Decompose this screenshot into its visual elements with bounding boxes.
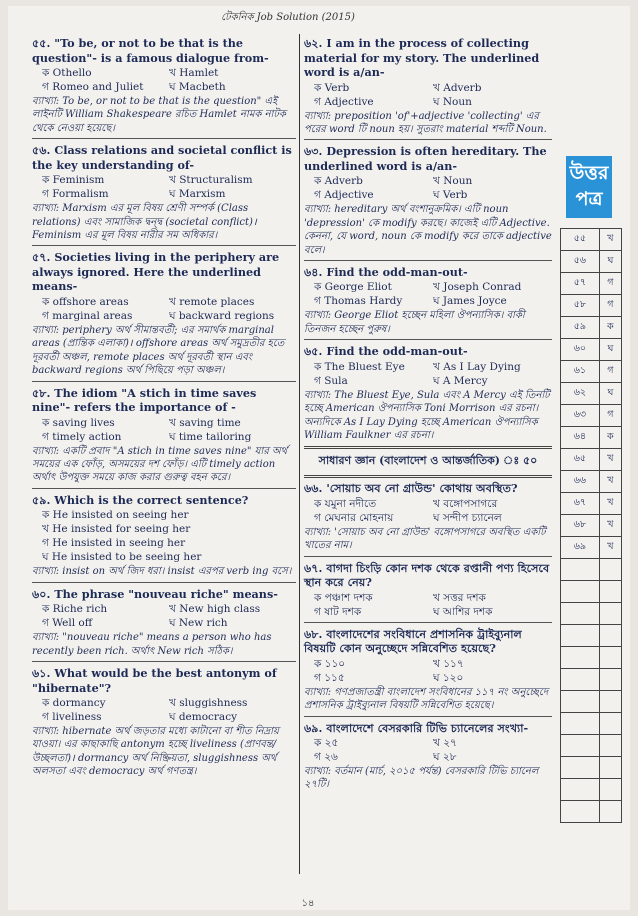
answer-option: [599, 713, 621, 735]
option: খ বঙ্গোপসাগরে: [433, 497, 498, 510]
answer-row: [561, 603, 622, 625]
answer-option: [599, 625, 621, 647]
answer-number: [561, 603, 600, 625]
answer-number: ৬৭: [561, 493, 600, 515]
option: গ ষাট দশক: [314, 605, 362, 618]
answer-number: [561, 691, 600, 713]
answer-option: গ: [599, 405, 621, 427]
answer-row: [561, 669, 622, 691]
answer-number: ৫৭: [561, 273, 600, 295]
option: ক ২৫: [314, 737, 339, 749]
option: ঘ Noun: [433, 95, 472, 108]
option: খ saving time: [169, 416, 241, 429]
answer-table: [560, 228, 622, 823]
answer-number: [561, 801, 600, 823]
question-56: [32, 143, 296, 242]
answer-number: ৫৯: [561, 317, 600, 339]
divider: [32, 488, 296, 489]
explanation: ব্যাখ্যা: preposition 'of'+adjective 'collecting' এর পরের word টি noun হয়। সুতরাং material শব্দটি Noun.: [304, 110, 547, 135]
page-number: ১৪: [301, 898, 315, 909]
question-text: ৫৯. Which is the correct sentence?: [32, 492, 249, 507]
answer-option: [599, 735, 621, 757]
answer-row: [561, 317, 622, 339]
column-right: [304, 36, 552, 792]
option: খ New high class: [169, 603, 261, 616]
option: গ Sula: [314, 374, 348, 387]
answer-row: [561, 427, 622, 449]
answer-row: [561, 713, 622, 735]
answer-number: ৬৫: [561, 449, 600, 471]
option: খ ২৭: [433, 737, 457, 749]
answer-option: খ: [599, 449, 621, 471]
option: গ মেঘনার মোহনায়: [314, 511, 394, 524]
explanation: ব্যাখ্যা: "nouveau riche" means a person who has recently been rich. অর্থাৎ New rich সঠিক।: [32, 632, 272, 657]
option: গ Romeo and Juliet: [42, 81, 144, 93]
question-63: [304, 144, 552, 257]
answer-option: [599, 757, 621, 779]
question-text: ৬১. What would be the best antonym of "hibernate"?: [32, 666, 277, 695]
option: গ liveliness: [42, 711, 102, 723]
option: খ সত্তর দশক: [433, 591, 486, 604]
answer-row: [561, 251, 622, 273]
answer-row: [561, 779, 622, 801]
answer-number: ৬০: [561, 339, 600, 361]
option: খ Structuralism: [169, 174, 253, 187]
answer-number: [561, 757, 600, 779]
question-68: [304, 627, 552, 713]
option: ক Riche rich: [42, 603, 108, 616]
explanation: ব্যাখ্যা: periphery অর্থ সীমান্তবর্তী; এর সমার্থক marginal areas (প্রান্তিক এলাকা)। offshore areas অর্থ সমুদ্রতীর হতে দূরবর্তী অঞ্চল, remote places অর্থ দূরবর্তী স্থান এবং backward regions অর্থ পিছিয়ে পড়া অঞ্চল।: [32, 324, 285, 377]
question-66: [304, 481, 552, 552]
answer-number: [561, 779, 600, 801]
option: ঘ A Mercy: [433, 374, 488, 387]
answer-row: [561, 735, 622, 757]
explanation: ব্যাখ্যা: To be, or not to be that is the question" এই লাইনটি William Shakespeare রচিত Hamlet নামক নাটক থেকে নেওয়া হয়েছে।: [32, 96, 286, 134]
answer-option: ঘ: [599, 251, 621, 273]
answer-option: গ: [599, 295, 621, 317]
answer-row: [561, 295, 622, 317]
option: ঘ time tailoring: [169, 430, 252, 443]
answer-option: খ: [599, 471, 621, 493]
question-text: ৫৭. Societies living in the periphery are always ignored. Here the underlined means-: [32, 250, 280, 294]
answer-number: ৬৬: [561, 471, 600, 493]
question-text: ৬৮. বাংলাদেশের সংবিধানে প্রশাসনিক ট্রাইব্যুনাল বিষয়টি কোন অনুচ্ছেদে সন্নিবেশিত হয়েছে?: [304, 626, 522, 656]
explanation: ব্যাখ্যা: বর্তমান (মার্চ, ২০১৫ পর্যন্ত) বেসরকারি টিভি চ্যানেল ২৭টি।: [304, 766, 539, 791]
section-divider: [304, 475, 552, 478]
answer-option: খ: [599, 537, 621, 559]
option: গ ১১৫: [314, 671, 345, 684]
answer-option: [599, 779, 621, 801]
answer-row: [561, 405, 622, 427]
option: গ timely action: [42, 430, 122, 443]
answer-option: [599, 669, 621, 691]
question-text: ৬৭. বাগদা চিংড়ি কোন দশক থেকে রপ্তানী পণ্য হিসেবে স্থান করে নেয়?: [304, 560, 550, 590]
answer-number: ৬১: [561, 361, 600, 383]
answer-row: [561, 537, 622, 559]
question-text: ৫৮. The idiom "A stich in time saves nine"- refers the importance of -: [32, 385, 257, 415]
answer-option: [599, 581, 621, 603]
explanation: ব্যাখ্যা: গণপ্রজাতন্ত্রী বাংলাদেশ সংবিধানের ১১৭ নং অনুচ্ছেদে প্রশাসনিক ট্রাইব্যুনাল বিষয়টি সন্নিবেশিত হয়েছে।: [304, 686, 549, 712]
option: ঘ Verb: [433, 189, 468, 202]
answer-row: [561, 493, 622, 515]
option: ক George Eliot: [314, 281, 392, 294]
option: গ Adjective: [314, 189, 374, 202]
option: ঘ সন্দীপ চ্যানেল: [433, 511, 502, 524]
question-57: [32, 250, 296, 377]
section-title: সাধারণ জ্ঞান (বাংলাদেশ ও আন্তর্জাতিক) ঃ ৫০: [318, 454, 538, 468]
answer-number: [561, 713, 600, 735]
option: ঘ ১২০: [433, 671, 464, 684]
option: ঘ backward regions: [169, 309, 275, 322]
option: গ marginal areas: [42, 309, 133, 322]
question-69: [304, 721, 552, 792]
badge-line: উত্তর: [569, 162, 609, 184]
answer-option: ক: [599, 427, 621, 449]
question-text: ৬৯. বাংলাদেশে বেসরকারি টিভি চ্যানেলের সংখ্যা-: [304, 720, 529, 735]
answer-row: [561, 383, 622, 405]
answer-row: [561, 647, 622, 669]
answer-row: [561, 801, 622, 823]
option: গ Well off: [42, 617, 93, 630]
divider: [304, 716, 552, 717]
answer-number: [561, 625, 600, 647]
answer-number: [561, 559, 600, 581]
answer-number: ৬৯: [561, 537, 600, 559]
divider: [32, 582, 296, 583]
answer-option: ক: [599, 317, 621, 339]
answer-row: [561, 449, 622, 471]
question-text: ৬২. I am in the process of collecting material for my story. The underlined word is a/an-: [304, 36, 540, 79]
question-text: ৬৬. 'সোয়াচ অব নো গ্রাউন্ড' কোথায় অবস্থিত?: [304, 481, 518, 496]
divider: [304, 556, 552, 557]
answer-number: ৫৬: [561, 251, 600, 273]
option: খ ১১৭: [433, 657, 464, 670]
question-62: [304, 36, 552, 136]
answer-row: [561, 581, 622, 603]
answer-option: খ: [599, 515, 621, 537]
question-text: ৬৪. Find the odd-man-out-: [304, 264, 468, 279]
option: ঘ আশির দশক: [433, 605, 493, 618]
answer-number: [561, 669, 600, 691]
answer-row: [561, 757, 622, 779]
explanation: ব্যাখ্যা: hereditary অর্থ বংশানুক্রমিক। এটি noun 'depression' কে modify করছে। কাজেই এটি Adjective. কেননা, যে word, noun কে modify করে তাকে adjective বলে।: [304, 204, 552, 256]
option: ক Feminism: [42, 174, 105, 187]
option: ক offshore areas: [42, 295, 129, 308]
answer-option: ঘ: [599, 339, 621, 361]
answer-option: ঘ: [599, 383, 621, 405]
option: খ Noun: [433, 175, 473, 188]
question-text: ৬৩. Depression is often hereditary. The underlined word is a/an-: [304, 144, 547, 173]
question-59: [32, 493, 296, 579]
answer-option: খ: [599, 229, 621, 251]
answer-sheet-badge: [566, 156, 612, 218]
answer-number: ৫৫: [561, 229, 600, 251]
option: গ He insisted in seeing her: [42, 537, 186, 550]
option: ঘ He insisted to be seeing her: [42, 551, 202, 564]
option: ঘ Macbeth: [169, 81, 226, 93]
answer-row: [561, 471, 622, 493]
option: খ As I Lay Dying: [433, 360, 521, 373]
page-header: টেকনিক Job Solution (2015): [221, 12, 355, 23]
option: ক যমুনা নদীতে: [314, 497, 377, 510]
answer-number: ৫৮: [561, 295, 600, 317]
divider: [32, 245, 296, 246]
option: ক Adverb: [314, 175, 363, 188]
answer-row: [561, 515, 622, 537]
option: খ He insisted for seeing her: [42, 523, 191, 536]
answer-row: [561, 691, 622, 713]
question-55: [32, 36, 296, 135]
option: ঘ democracy: [169, 711, 238, 723]
option: ক ১১০: [314, 657, 346, 670]
answer-number: ৬২: [561, 383, 600, 405]
answer-row: [561, 559, 622, 581]
option: ঘ Marxism: [169, 188, 226, 201]
question-text: ৫৫. "To be, or not to be that is the question"- is a famous dialogue from-: [32, 36, 269, 65]
question-60: [32, 587, 296, 658]
answer-row: [561, 625, 622, 647]
explanation: ব্যাখ্যা: The Bluest Eye, Sula এবং A Mercy এই তিনটি হচ্ছে American ঔপন্যাসিক Toni Morrison এর রচনা। অন্যদিকে As I Lay Dying হচ্ছে American ঔপন্যাসিক William Faulkner এর রচনা।: [304, 389, 550, 441]
option: গ Adjective: [314, 95, 374, 108]
section-divider: [304, 446, 552, 449]
option: গ Thomas Hardy: [314, 295, 403, 308]
answer-row: [561, 361, 622, 383]
question-text: ৬০. The phrase "nouveau riche" means-: [32, 586, 278, 601]
option: ঘ James Joyce: [433, 295, 507, 308]
option: ক dormancy: [42, 697, 106, 709]
explanation: ব্যাখ্যা: 'সোয়াচ অব নো গ্রাউন্ড' বঙ্গোপসাগরে অবস্থিত একটি খাতের নাম।: [304, 526, 546, 552]
page: [8, 6, 630, 910]
explanation: ব্যাখ্যা: hibernate অর্থ জড়তার মধ্যে কাটানো বা শীত নিদ্রায় যাওয়া। এর কাছাকাছি antonym হচ্ছে liveliness (প্রাণবন্ত/ উচ্ছলতা)। dormancy অর্থ নিষ্ক্রিয়তা, sluggishness অর্থ অলসতা এবং democracy অর্থ গণতন্ত্র।: [32, 726, 279, 778]
explanation: ব্যাখ্যা: insist on অর্থ জিদ ধরা। insist এরপর verb ing বসে।: [32, 566, 292, 578]
answer-option: [599, 691, 621, 713]
option: ক The Bluest Eye: [314, 360, 405, 373]
option: খ Adverb: [433, 81, 482, 94]
divider: [32, 138, 296, 139]
divider: [304, 139, 552, 140]
answer-option: খ: [599, 493, 621, 515]
option: খ sluggishness: [169, 697, 248, 709]
divider: [304, 260, 552, 261]
answer-row: [561, 339, 622, 361]
divider: [32, 661, 296, 662]
column-divider: [299, 34, 300, 874]
answer-number: ৬৮: [561, 515, 600, 537]
divider: [304, 339, 552, 340]
divider: [32, 381, 296, 382]
answer-option: [599, 647, 621, 669]
option: ক saving lives: [42, 416, 115, 429]
explanation: ব্যাখ্যা: একটি প্রবাদ "A stich in time saves nine" যার অর্থ সময়ের এক ফোঁড়, অসময়ের দশ ফোঁড়। এটি timely action অর্থাৎ উপযুক্ত সময়ে কাজ করার গুরুত্ব বহন করে।: [32, 445, 288, 484]
question-text: ৫৬. Class relations and societal conflict is the key understanding of-: [32, 143, 292, 172]
answer-row: [561, 229, 622, 251]
answer-number: ৬৪: [561, 427, 600, 449]
question-65: [304, 344, 552, 442]
answer-number: [561, 735, 600, 757]
option: ঘ ২৮: [433, 751, 457, 763]
answer-option: [599, 603, 621, 625]
question-64: [304, 265, 552, 336]
option: ক He insisted on seeing her: [42, 509, 189, 522]
column-left: [32, 36, 296, 779]
answer-row: [561, 273, 622, 295]
question-text: ৬৫. Find the odd-man-out-: [304, 344, 468, 359]
answer-number: ৬৩: [561, 405, 600, 427]
answer-number: [561, 647, 600, 669]
option: ক Othello: [42, 67, 92, 79]
divider: [304, 622, 552, 623]
option: ঘ New rich: [169, 617, 228, 630]
question-67: [304, 561, 552, 619]
answer-option: [599, 801, 621, 823]
answer-option: [599, 559, 621, 581]
option: গ ২৬: [314, 751, 338, 763]
option: ক Verb: [314, 81, 350, 94]
option: ক পঞ্চাশ দশক: [314, 591, 373, 604]
question-58: [32, 386, 296, 485]
answer-option: গ: [599, 361, 621, 383]
option: খ remote places: [169, 295, 255, 308]
answer-number: [561, 581, 600, 603]
explanation: ব্যাখ্যা: George Eliot হচ্ছেন মহিলা ঔপন্যাসিক। বাকী তিনজন হচ্ছেন পুরুষ।: [304, 310, 525, 335]
explanation: ব্যাখ্যা: Marxism এর মূল বিষয় শ্রেণী সম্পর্ক (Class relations) এবং সামাজিক দ্বন্দ্ব (societal conflict)। Feminism এর মূল বিষয় নারীর সম অধিকার।: [32, 203, 257, 242]
option: খ Joseph Conrad: [433, 281, 522, 294]
option: খ Hamlet: [169, 67, 219, 79]
option: গ Formalism: [42, 188, 109, 201]
question-61: [32, 666, 296, 779]
answer-option: গ: [599, 273, 621, 295]
badge-line: পত্র: [575, 188, 603, 210]
